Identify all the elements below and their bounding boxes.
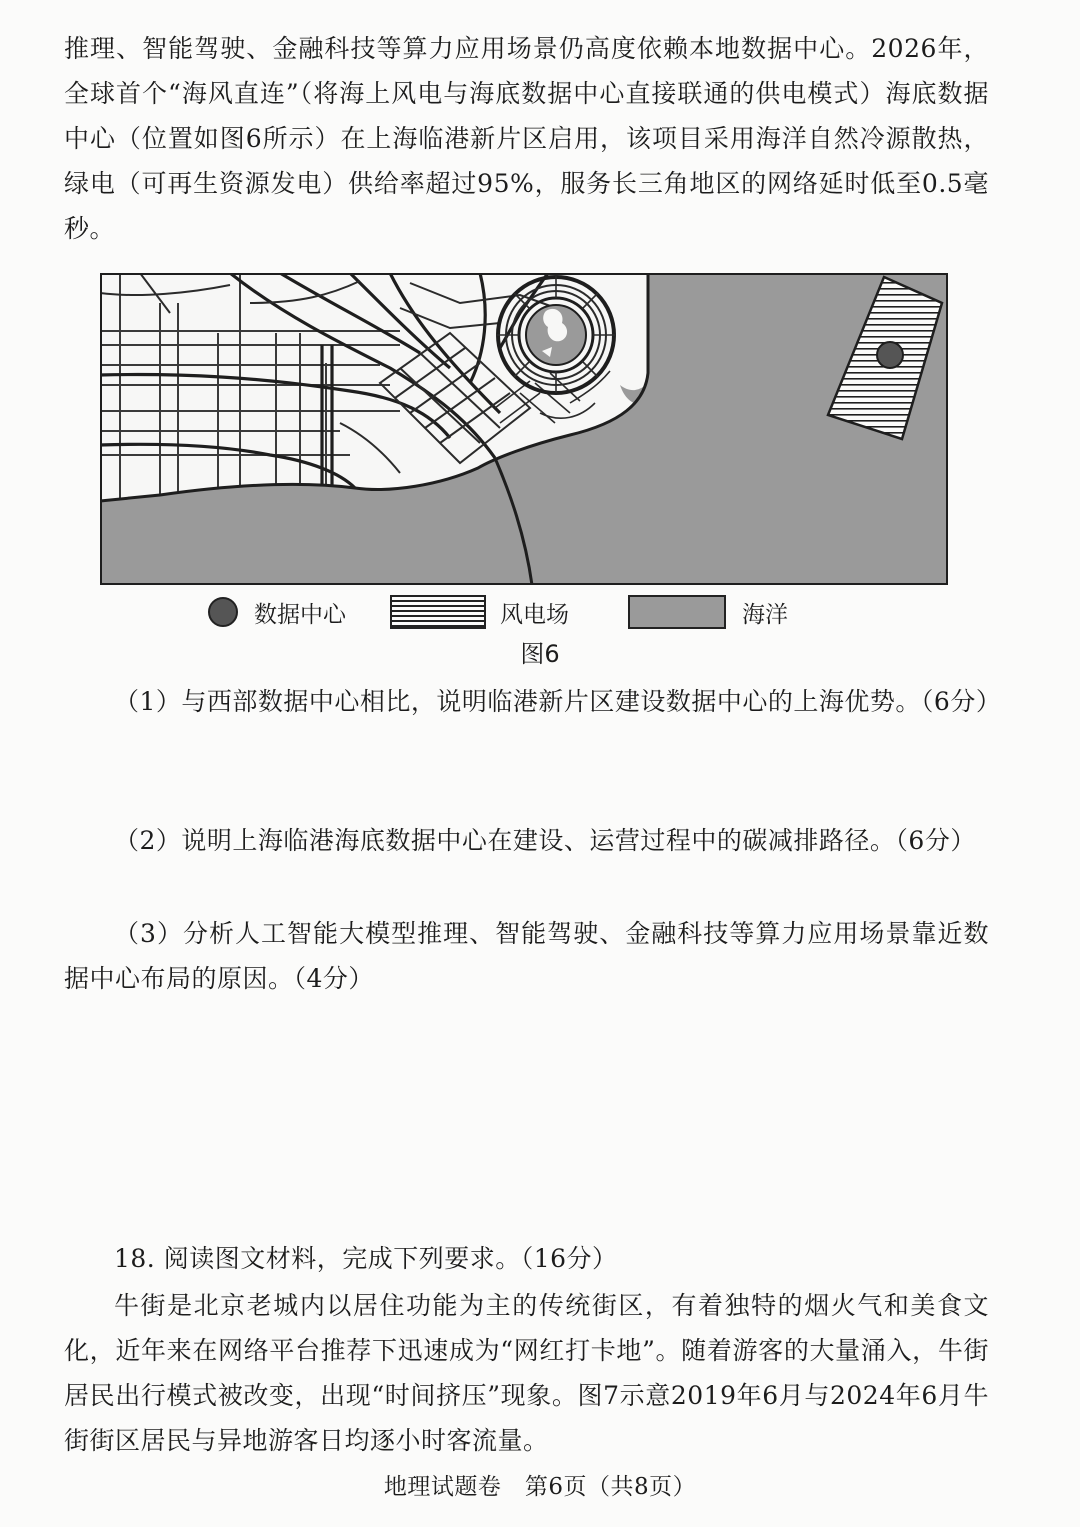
data-center-symbol-icon [208, 597, 238, 627]
legend-label-data-center: 数据中心 [254, 601, 346, 628]
data-center-marker [877, 342, 903, 368]
question-2: （2）说明上海临港海底数据中心在建设、运营过程中的碳减排路径。（6分） [114, 826, 976, 855]
question-1: （1）与西部数据中心相比，说明临港新片区建设数据中心的上海优势。（6分） [114, 687, 1002, 716]
figure-caption: 图6 [520, 640, 560, 668]
question-18-material: 牛街是北京老城内以居住功能为主的传统街区，有着独特的烟火气和美食文化，近年来在网络平台推荐下迅速成为“网红打卡地”。随着游客的大量涌入，牛街居民出行模式被改变，出现“时间挤压”现象。图7示意2019年6月与2024年6月牛街街区居民与异地游客日均逐小时客流量。 [64, 1291, 989, 1455]
ocean-symbol-icon [628, 595, 726, 629]
legend-label-ocean: 海洋 [742, 601, 788, 628]
legend-item-wind-farm [390, 592, 569, 632]
map-svg [100, 273, 948, 585]
page-footer: 地理试题卷 第6页（共8页） [383, 1474, 697, 1500]
question-3: （3）分析人工智能大模型推理、智能驾驶、金融科技等算力应用场景靠近数据中心布局的原因。（4分） [64, 919, 989, 993]
figure-6-map [100, 273, 948, 585]
legend-item-ocean [628, 592, 788, 632]
wind-farm-symbol-icon [390, 595, 486, 629]
legend-item-data-center [208, 592, 346, 632]
intro-paragraph: 推理、智能驾驶、金融科技等算力应用场景仍高度依赖本地数据中心。2026年，全球首个“海风直连”（将海上风电与海底数据中心直接联通的供电模式）海底数据中心（位置如图6所示）在上海临港新片区启用，该项目采用海洋自然冷源散热，绿电（可再生资源发电）供给率超过95%，服务长三角地区的网络延时低至0.5毫秒。 [64, 34, 989, 243]
legend-label-wind-farm: 风电场 [500, 601, 569, 628]
map-legend [0, 592, 1080, 632]
question-18-title: 18. 阅读图文材料，完成下列要求。（16分） [114, 1244, 618, 1273]
